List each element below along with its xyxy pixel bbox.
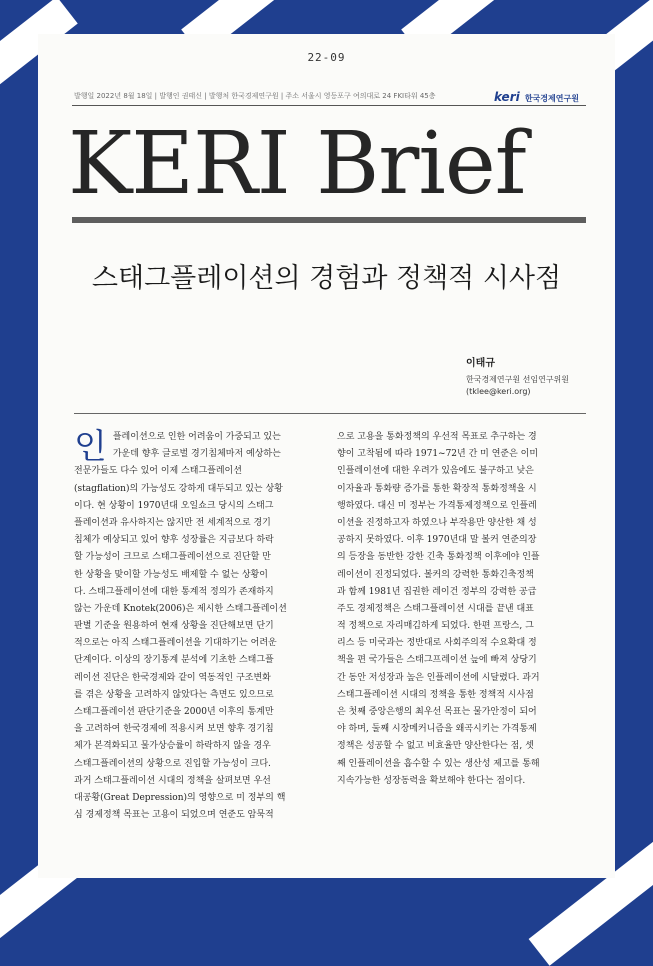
- issue-number: 22-09: [307, 51, 346, 64]
- text-line: 단계이다. 이상의 장기통계 분석에 기초한 스태그플: [74, 655, 274, 666]
- text-line: 한 상황을 맞이할 가능성도 배제할 수 없는 상황이: [74, 569, 268, 580]
- body-column-right: [337, 429, 580, 790]
- text-line: 할 가능성이 크므로 스태그플레이션으로 진단할 만: [74, 552, 271, 563]
- keri-logo: [494, 86, 584, 104]
- text-line: 플레이션과 유사하지는 않지만 전 세계적으로 경기: [74, 517, 271, 528]
- drop-cap: 인: [74, 427, 107, 467]
- text-line: 간 동안 저성장과 높은 인플레이션에 시달렸다. 과거: [337, 672, 540, 683]
- text-line: 침체가 예상되고 있어 향후 성장률은 지금보다 하락: [74, 535, 274, 546]
- text-line: 책을 편 국가들은 스태그프레이션 늪에 빠져 상당기: [337, 655, 537, 666]
- text-line: 전문가들도 다수 있어 이제 스태그플레이션: [74, 466, 242, 477]
- author-affiliation: 한국경제연구원 선임연구위원: [466, 375, 570, 384]
- text-line: 이다. 현 상황이 1970년대 오일쇼크 당시의 스태그: [74, 500, 274, 511]
- author-email: (tklee@keri.org): [466, 387, 531, 396]
- masthead-rule: [72, 217, 586, 223]
- text-line: 가운데 향후 글로벌 경기침체마저 예상하는: [112, 449, 281, 460]
- text-line: 않는 가운데 Knotek(2006)은 제시한 스태그플레이션: [74, 603, 287, 614]
- text-line: 과거 스태그플레이션 시대의 정책을 살펴보면 우선: [74, 775, 271, 786]
- section-divider: [74, 413, 586, 414]
- text-line: 를 겪은 상황을 고려하지 않았다는 측면도 있으므로: [74, 689, 274, 700]
- text-line: 체가 본격화되고 물가상승률이 하락하지 않을 경우: [74, 741, 271, 752]
- document-page: [38, 34, 615, 878]
- text-line: 지속가능한 성장동력을 확보해야 한다는 점이다.: [337, 775, 526, 786]
- text-line: 적으로는 아직 스태그플레이션을 기대하기는 어려운: [74, 638, 277, 649]
- logo-mark: keri: [494, 90, 520, 104]
- text-line: 대공황(Great Depression)의 영향으로 미 정부의 핵: [74, 792, 286, 803]
- text-line: 스태그플레이션의 상황으로 진입할 가능성이 크다.: [74, 758, 271, 769]
- text-line: 과 함께 1981년 집권한 레이건 정부의 강력한 공급: [337, 586, 537, 597]
- text-line: 적 정책으로 자리매김하게 되었다. 한편 프랑스, 그: [337, 621, 534, 632]
- text-line: 의 등장을 동반한 강한 긴축 통화정책 이후에야 인플: [337, 552, 540, 563]
- page-title: 스태그플레이션의 경험과 정책적 시사점: [91, 263, 562, 294]
- masthead: KERI Brief: [68, 114, 526, 214]
- text-line: 행하였다. 대신 미 정부는 가격통제정책으로 인플레: [337, 500, 537, 511]
- text-line: 이자율과 통화량 증가를 통한 확장적 통화정책을 시: [337, 483, 537, 494]
- text-line: 으로 고용을 통화정책의 우선적 목표로 추구하는 경: [337, 432, 537, 442]
- text-line: 야 하며, 둘째 시장메커니즘을 왜곡시키는 가격통제: [337, 724, 537, 735]
- text-line: 을 고려하여 한국경제에 적용시켜 보면 향후 경기침: [74, 724, 274, 735]
- text-line: 정책은 성공할 수 없고 비효율만 양산한다는 점, 셋: [337, 741, 534, 752]
- text-line: 주도 경제정책은 스태그플레이션 시대를 끝낸 대표: [337, 603, 534, 614]
- text-line: 레이션 진단은 한국경제와 같이 역동적인 구조변화: [74, 672, 271, 683]
- text-line: 스태그플레이션 시대의 정책을 통한 정책적 시사점: [337, 689, 534, 700]
- text-line: 리스 등 미국과는 정반대로 사회주의적 수요확대 정: [337, 638, 537, 649]
- text-line: 이션을 진정하고자 하였으나 부작용만 양산한 채 성: [337, 517, 537, 528]
- text-line: 플레이션으로 인한 어려움이 가중되고 있는: [112, 432, 281, 442]
- text-line: (stagflation)의 가능성도 강하게 대두되고 있는 상황: [74, 483, 283, 494]
- author-block: [466, 354, 596, 398]
- text-line: 향이 고착됨에 따라 1971~72년 간 미 연준은 이미: [337, 449, 539, 460]
- text-line: 레이션이 진정되었다. 볼커의 강력한 통화긴축정책: [337, 569, 534, 580]
- body-column-left: [74, 429, 317, 824]
- text-line: 판별 기준을 원용하여 현재 상황을 진단해보면 단기: [74, 621, 274, 632]
- text-line: 인플레이션에 대한 우려가 있음에도 불구하고 낮은: [337, 466, 534, 477]
- text-line: 스태그플레이션 판단기준을 2000년 이후의 통계만: [74, 707, 274, 717]
- author-name: 이태규: [466, 358, 495, 369]
- text-line: 째 인플레이션을 흡수할 수 있는 생산성 제고를 통해: [337, 758, 540, 769]
- text-line: 공하지 못하였다. 이후 1970년대 말 볼커 연준의장: [337, 535, 537, 546]
- text-line: 심 경제정책 목표는 고용이 되었으며 연준도 암묵적: [74, 810, 274, 821]
- header-divider: [72, 105, 586, 106]
- logo-text: 한국경제연구원: [524, 94, 579, 103]
- text-line: 다. 스태그플레이션에 대한 통계적 정의가 존재하지: [74, 586, 274, 597]
- text-line: 은 첫째 중앙은행의 최우선 목표는 물가안정이 되어: [337, 707, 537, 717]
- publication-info: 발행일 2022년 8월 18일 | 발행인 권태신 | 발행처 한국경제연구원 | 주소 서울시 영등포구 여의대로 24 FKI타워 45층: [74, 92, 436, 100]
